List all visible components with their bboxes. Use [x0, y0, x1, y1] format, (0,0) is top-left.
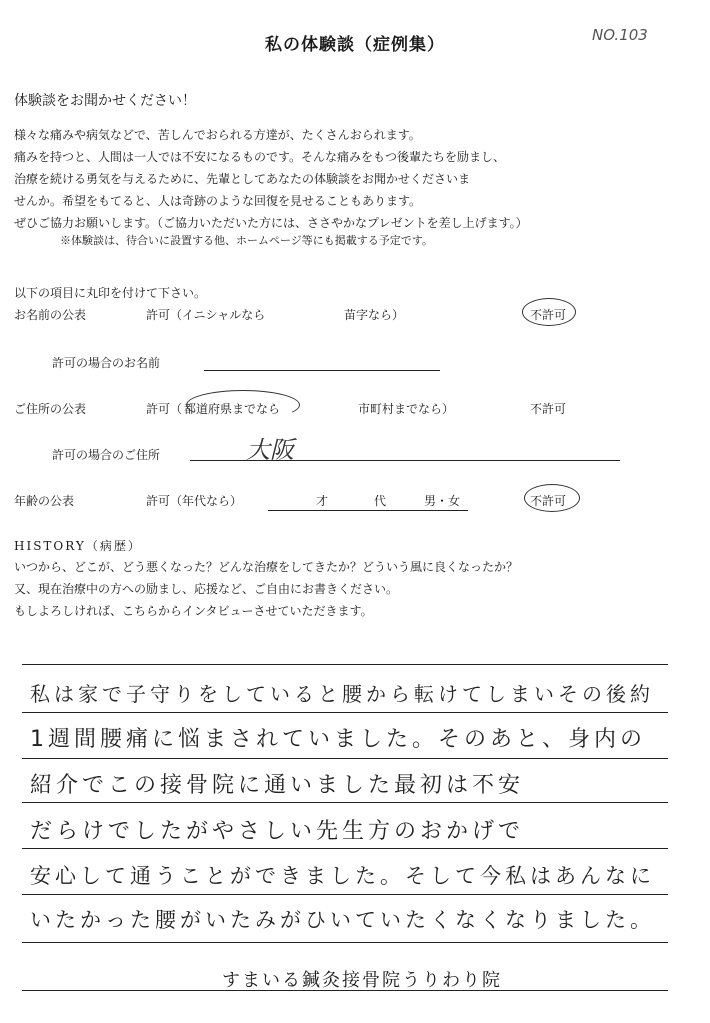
selection-circle	[522, 298, 576, 326]
handwritten-line: 私は家で子守りをしていると腰から転けてしまいその後約	[30, 682, 654, 706]
address-field-value[interactable]: 大阪	[246, 436, 294, 464]
publication-note: ※体験談は、待合いに設置する他、ホームページ等にも掲載する予定です。	[60, 234, 433, 247]
address-field-label: 許可の場合のご住所	[52, 448, 161, 462]
writing-rule	[22, 664, 668, 665]
intro-paragraph	[14, 124, 528, 234]
writing-rule	[22, 758, 668, 759]
age-option-deny[interactable]: 不許可	[530, 494, 567, 508]
intro-line: 様々な痛みや病気などで、苦しんでおられる方達が、たくさんおられます。	[14, 128, 421, 142]
writing-rule	[22, 848, 668, 849]
intro-line: 治療を続ける勇気を与えるために、先輩としてあなたの体験談をお聞かせくださいま	[14, 172, 471, 186]
writing-rule	[22, 712, 668, 713]
age-field-underline	[268, 510, 468, 511]
age-publication-label: 年齢の公表	[14, 494, 75, 508]
section-heading: 体験談をお聞かせください！	[14, 93, 196, 109]
history-instructions	[14, 556, 518, 622]
name-option-surname[interactable]: 苗字なら）	[344, 308, 405, 322]
age-sai-label: 才	[316, 494, 329, 508]
writing-rule	[22, 802, 668, 803]
history-instruction-line: 又、現在治療中の方への励まし、応援など、ご自由にお書きください。	[14, 582, 399, 596]
handwritten-line: いたかった腰がいたみがひいていたくなくなりました。	[30, 908, 655, 932]
address-option-prefecture[interactable]: 都道府県までなら	[184, 402, 281, 416]
handwritten-line: だらけでしたがやさしい先生方のおかげで	[30, 819, 525, 844]
name-publication-label: お名前の公表	[14, 308, 87, 322]
address-option-city[interactable]: 市町村までなら）	[358, 402, 455, 416]
age-dai-label: 代	[374, 494, 387, 508]
selection-circle	[524, 484, 580, 512]
document-number: NO.103	[592, 26, 648, 44]
history-instruction-line: いつから、どこが、どう悪くなった？どんな治療をしてきたか？どういう風に良くなったか？	[14, 560, 519, 574]
age-option-decade[interactable]: 許可（年代なら）	[146, 494, 243, 508]
intro-line: せんか。希望をもてると、人は奇跡のような回復を見せることもあります。	[14, 194, 422, 208]
instruction-text: 以下の項目に丸印を付けて下さい。	[14, 286, 207, 300]
history-heading: HISTORY（病歴）	[14, 539, 142, 553]
gender-options[interactable]: 男・女	[424, 494, 461, 508]
handwritten-line: 紹介でこの接骨院に通いました最初は不安	[30, 773, 525, 798]
name-field-underline	[204, 370, 440, 371]
history-instruction-line: もしよろしければ、こちらからインタビューさせていただきます。	[14, 604, 373, 618]
intro-line: 痛みを持つと、人間は一人では不安になるものです。そんな痛みをもつ後輩たちを励まし、	[14, 150, 506, 164]
address-publication-label: ご住所の公表	[14, 402, 87, 416]
page-title: 私の体験談（症例集）	[265, 35, 445, 55]
writing-rule	[22, 942, 668, 943]
handwritten-line: 安心して通うことができました。そして今私はあんなに	[30, 864, 655, 888]
handwritten-line: 1週間腰痛に悩まされていました。そのあと、身内の	[30, 727, 646, 752]
intro-line: ぜひご協力お願いします。（ご協力いただいた方には、ささやかなプレゼントを差し上げます。）	[14, 216, 528, 230]
selection-circle	[186, 390, 300, 420]
name-field-label: 許可の場合のお名前	[52, 356, 161, 370]
address-option-deny[interactable]: 不許可	[530, 402, 567, 416]
clinic-name: すまいる鍼灸接骨院うりわり院	[222, 970, 502, 991]
name-option-initials[interactable]: 許可（イニシャルなら	[146, 308, 266, 322]
name-option-deny[interactable]: 不許可	[530, 308, 567, 322]
address-option-prefix: 許可（	[146, 402, 183, 416]
writing-rule	[22, 894, 668, 895]
address-field-underline	[190, 460, 620, 461]
